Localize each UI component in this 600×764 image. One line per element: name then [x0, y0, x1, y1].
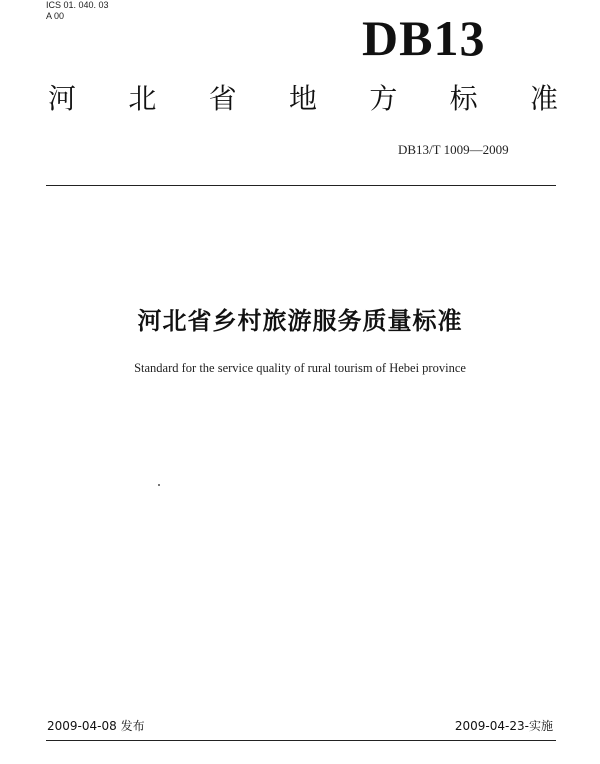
effective-info: [455, 718, 553, 734]
scan-speck: [158, 484, 160, 486]
issue-info: [47, 718, 145, 734]
document-title-english: Standard for the service quality of rural tourism of Hebei province: [134, 361, 466, 375]
standard-type-char: 方: [369, 82, 398, 115]
standard-number: DB13/T 1009—2009: [398, 142, 509, 157]
standard-code-logo: DB13: [362, 10, 486, 66]
standard-type-char: 准: [529, 82, 558, 115]
ics-code: ICS 01. 040. 03: [46, 0, 109, 10]
effective-label: 实施: [528, 719, 553, 733]
standard-type-char: 省: [208, 82, 237, 115]
standard-type-char: 标: [449, 82, 478, 115]
classification-codes: [46, 0, 109, 22]
top-divider: [46, 185, 556, 186]
issue-label: 发布: [120, 719, 145, 733]
document-title-chinese: 河北省乡村旅游服务质量标准: [137, 307, 463, 335]
effective-separator: -: [524, 719, 529, 733]
standard-type-char: 河: [48, 82, 77, 115]
category-code: A 00: [46, 11, 65, 21]
effective-date: 2009-04-23: [454, 719, 525, 733]
standard-type-char: 地: [288, 82, 317, 115]
standard-type-char: 北: [128, 82, 157, 115]
bottom-divider: [46, 740, 556, 741]
standard-type-heading: [48, 82, 558, 116]
issue-date: 2009-04-08: [47, 719, 117, 733]
